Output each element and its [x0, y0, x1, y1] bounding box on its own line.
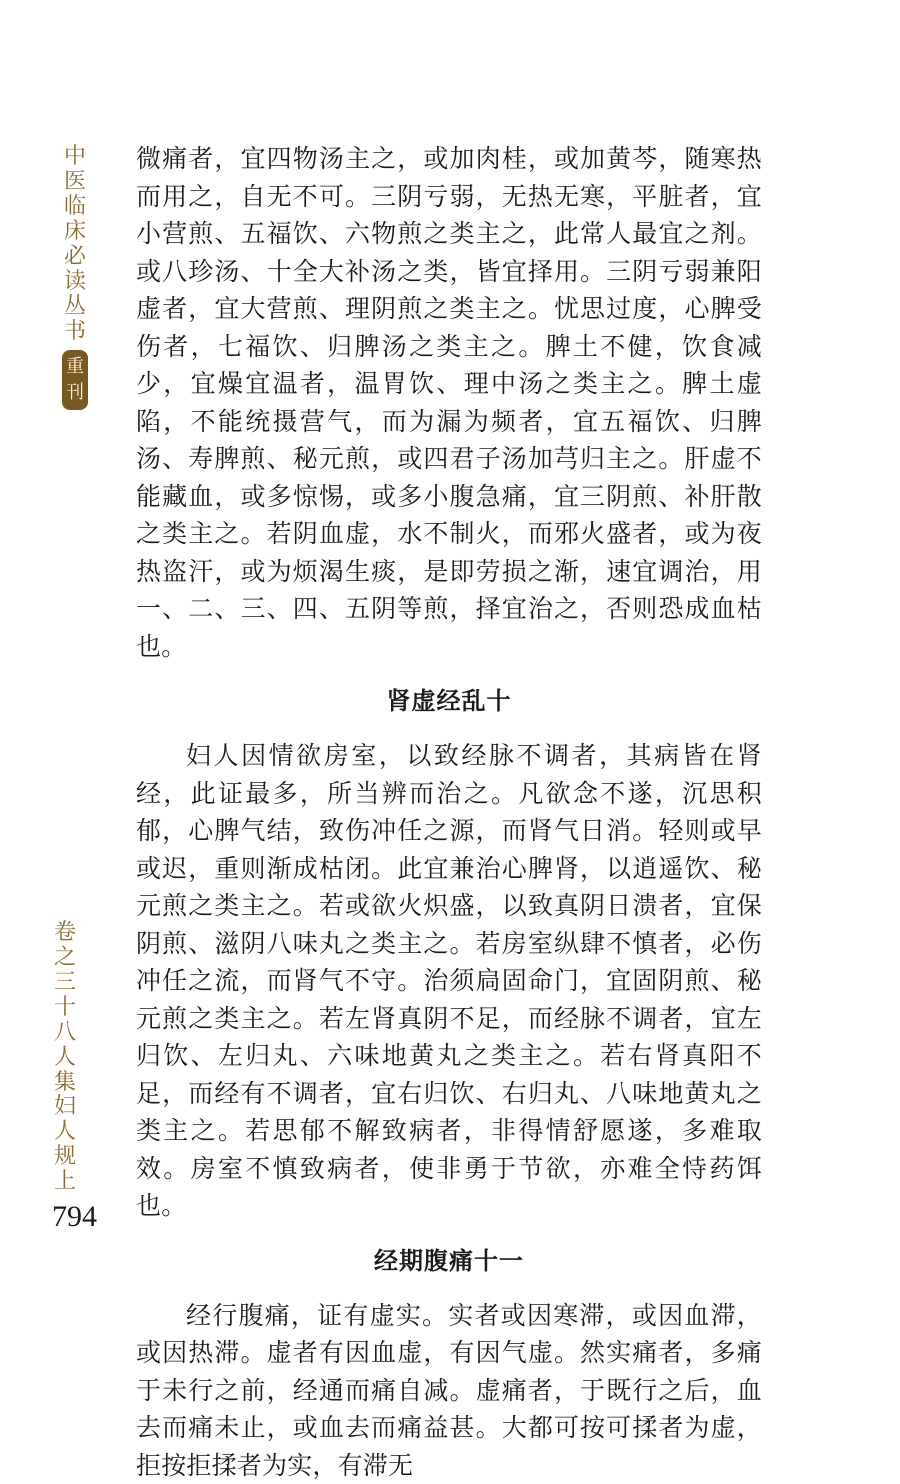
- series-char: 读: [64, 269, 86, 294]
- chapter-subtitle-vertical: [52, 1094, 78, 1194]
- chapter-volume-column: [52, 920, 78, 1095]
- chapter-char: 集: [54, 1070, 76, 1095]
- chapter-char: 之: [54, 945, 76, 970]
- chapter-char: 三: [54, 970, 76, 995]
- reprint-seal: [62, 350, 88, 410]
- chapter-char: 上: [54, 1169, 76, 1194]
- chapter-char: 卷: [54, 920, 76, 945]
- series-char: 必: [64, 244, 86, 269]
- series-char: 书: [64, 319, 86, 344]
- chapter-char: 八: [54, 1020, 76, 1045]
- chapter-char: 人: [54, 1045, 76, 1070]
- chapter-char: 妇: [54, 1094, 76, 1119]
- chapter-char: 人: [54, 1119, 76, 1144]
- chapter-char: 十: [54, 995, 76, 1020]
- chapter-title-vertical: [52, 920, 78, 1095]
- section-heading: 经期腹痛十一: [136, 1242, 762, 1279]
- seal-char: 重: [66, 354, 84, 380]
- series-char: 中: [64, 144, 86, 169]
- section-heading: 肾虚经乱十: [136, 682, 762, 719]
- series-char: 床: [64, 219, 86, 244]
- page-number: 794: [52, 1200, 97, 1234]
- body-paragraph: 经行腹痛，证有虚实。实者或因寒滞，或因血滞，或因热滞。虚者有因血虚，有因气虚。然实痛者，多痛于未行之前，经通而痛自减。虚痛者，于既行之后，血去而痛未止，或血去而痛益甚。大都可按可揉者为虚，拒按拒揉者为实，有滞无: [136, 1297, 762, 1484]
- chapter-section-column: [52, 1094, 78, 1194]
- series-title-vertical: [58, 144, 92, 410]
- seal-char: 刊: [66, 380, 84, 406]
- series-char: 临: [64, 194, 86, 219]
- series-char: 医: [64, 169, 86, 194]
- main-text: [136, 140, 762, 1484]
- body-paragraph: 妇人因情欲房室，以致经脉不调者，其病皆在肾经，此证最多，所当辨而治之。凡欲念不遂，沉思积郁，心脾气结，致伤冲任之源，而肾气日消。轻则或早或迟，重则渐成枯闭。此宜兼治心脾肾，以逍遥饮、秘元煎之类主之。若或欲火炽盛，以致真阴日溃者，宜保阴煎、滋阴八味丸之类主之。若房室纵肆不慎者，必伤冲任之流，而肾气不守。治须扃固命门，宜固阴煎、秘元煎之类主之。若左肾真阴不足，而经脉不调者，宜左归饮、左归丸、六味地黄丸之类主之。若右肾真阳不足，而经有不调者，宜右归饮、右归丸、八味地黄丸之类主之。若思郁不解致病者，非得情舒愿遂，多难取效。房室不慎致病者，使非勇于节欲，亦难全恃药饵也。: [136, 737, 762, 1225]
- chapter-char: 规: [54, 1144, 76, 1169]
- body-paragraph: 微痛者，宜四物汤主之，或加肉桂，或加黄芩，随寒热而用之，自无不可。三阴亏弱，无热无寒，平脏者，宜小营煎、五福饮、六物煎之类主之，此常人最宜之剂。或八珍汤、十全大补汤之类，皆宜择用。三阴亏弱兼阳虚者，宜大营煎、理阴煎之类主之。忧思过度，心脾受伤者，七福饮、归脾汤之类主之。脾土不健，饮食减少，宜燥宜温者，温胃饮、理中汤之类主之。脾土虚陷，不能统摄营气，而为漏为频者，宜五福饮、归脾汤、寿脾煎、秘元煎，或四君子汤加芎归主之。肝虚不能藏血，或多惊惕，或多小腹急痛，宜三阴煎、补肝散之类主之。若阴血虚，水不制火，而邪火盛者，或为夜热盗汗，或为烦渴生痰，是即劳损之渐，速宜调治，用一、二、三、四、五阴等煎，择宜治之，否则恐成血枯也。: [136, 140, 762, 665]
- series-char: 丛: [64, 294, 86, 319]
